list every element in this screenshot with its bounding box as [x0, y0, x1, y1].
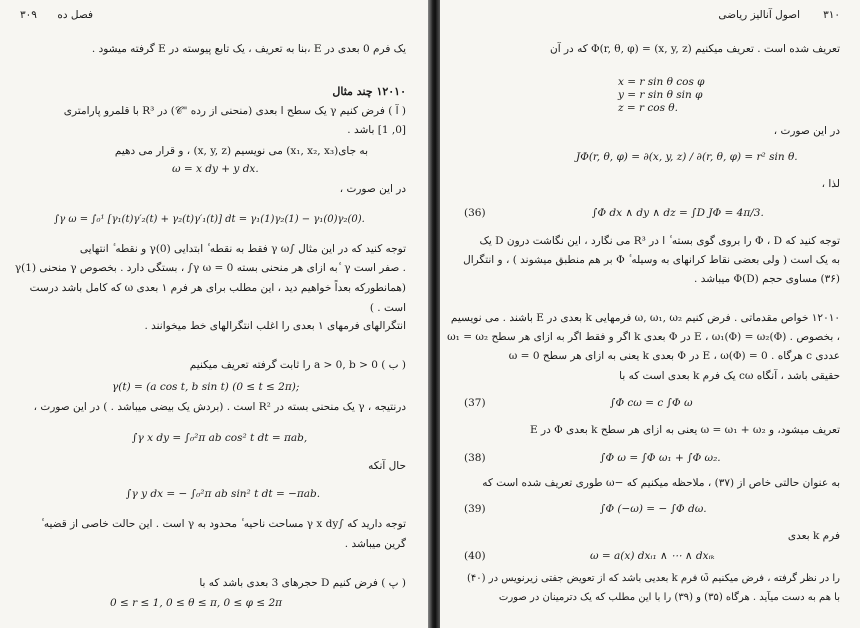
equation: ∫γ ω = ∫₀¹ [γ₁(t)γ′₂(t) + γ₂(t)γ′₁(t)] dt = γ₁(1)γ₂(1) − γ₁(0)γ₂(0).: [54, 214, 365, 225]
equation: ω = x dy + y dx.: [172, 163, 259, 175]
text-line: تعریف میشود، و ω = ω₁ + ω₂ یعنی به ازای هر سطح k بعدی Φ در E: [530, 424, 840, 436]
text-line: تعریف شده است . تعریف میکنیم Φ(r, θ, φ) = (x, y, z) که در آن: [550, 43, 840, 55]
page-number: ۳۰۹: [20, 9, 37, 21]
equation: γ(t) = (a cos t, b sin t) (0 ≤ t ≤ 2π);: [112, 381, 300, 393]
text-line: فرم k بعدی: [787, 530, 840, 542]
equation-number: (37): [464, 397, 486, 409]
equation: ∫Φ ω = ∫Φ ω₁ + ∫Φ ω₂.: [600, 452, 721, 464]
equation: 0 ≤ r ≤ 1, 0 ≤ θ ≤ π, 0 ≤ φ ≤ 2π: [110, 597, 283, 609]
equation: JΦ(r, θ, φ) = ∂(x, y, z) / ∂(r, θ, φ) = r² sin θ.: [576, 151, 798, 163]
chapter-header: فصل ده: [57, 9, 93, 21]
left-page: [0, 0, 428, 628]
text-line: ω₁ = ω₂ اگر و فقط اگر به ازای هر سطح k بعدی Φ در E ، ω₁(Φ) = ω₂(Φ) . بخصوص ،: [447, 331, 840, 343]
text-line: توجه کنید که Φ ، D را بروی گوی بسته ٔ ا در R³ می نگارد ، این نگاشت درون D یک: [479, 235, 840, 247]
section-title: ۱۲۰۱۰ خواص مقدماتی . فرض کنیم ω, ω₁, ω₂ فرمهایی k بعدی در E باشند . می نویسیم: [450, 312, 840, 324]
text-line: انتگرالهای فرمهای ۱ بعدی را اغلب انتگرالهای خط میخوانند .: [144, 320, 406, 332]
equation: y = r sin θ sin φ: [618, 89, 703, 101]
text-line: را در نظر گرفته ، فرض میکنیم ω̄ فرم k بعدیی باشد که از تعویض جفتی زیرنویس در (۴۰): [467, 573, 840, 584]
equation: ω = a(x) dxᵢ₁ ∧ ⋯ ∧ dxᵢₖ: [590, 550, 715, 562]
equation-number: (40): [464, 550, 486, 562]
text-line: [0, 1] باشد .: [347, 124, 406, 136]
text-line: حقیقی باشد ، آنگاه cω یک فرم k بعدی است که با: [619, 370, 840, 382]
text-line: حال آنکه: [368, 460, 406, 472]
text-line: (۳۶) مساوی حجم Φ(D) میباشد .: [694, 273, 840, 285]
text-line: در این صورت ،: [339, 183, 406, 195]
text-line: γ(1) منحنی γ بستگی دارد . بخصوص ، ∫γ ω = 0 به ازای هر منحنی بسته ٔ γ صفر است .: [14, 262, 406, 274]
equation: ∫Φ (−ω) = − ∫Φ dω.: [600, 503, 707, 515]
book-title-header: اصول آنالیز ریاضی: [718, 9, 800, 21]
text-line: ( آ ) فرض کنیم γ یک سطح ا بعدی (منحنی از رده "𝒞) در R³ با قلمرو پارامتری: [63, 105, 406, 117]
equation-number: (39): [464, 503, 486, 515]
equation: x = r sin θ cos φ: [618, 76, 705, 88]
text-line: یک فرم 0 بعدی در E ،بنا به تعریف ، یک تابع پیوسته در E گرفته میشود .: [91, 43, 406, 55]
section-title: ۱۲۰۱۰ چند مثال: [332, 85, 406, 98]
right-page: [440, 0, 860, 628]
equation: ∫Φ dx ∧ dy ∧ dz = ∫D JΦ = 4π/3.: [592, 207, 764, 219]
text-line: توجه دارید که ∫γ x dy مساحت ناحیه ٔ محدود به γ است . این حالت خاصی از قضیه ٔ: [40, 518, 406, 530]
equation-number: (36): [464, 207, 486, 219]
text-line: (همانطورکه بعداً خواهیم دید ، این مطلب برای هر فرم ۱ بعدی ω که کامل باشد درست: [29, 282, 406, 294]
equation: ∫γ y dx = − ∫₀²π ab sin² t dt = −πab.: [126, 488, 321, 500]
equation: ∫γ x dy = ∫₀²π ab cos² t dt = πab,: [132, 432, 308, 444]
page-number: ۳۱۰: [823, 9, 840, 21]
text-line: به عنوان حالتی خاص از (۳۷) ، ملاحظه میکنیم که −ω طوری تعریف شده است که: [482, 477, 840, 489]
text-line: در این صورت ،: [773, 125, 840, 137]
equation-number: (38): [464, 452, 486, 464]
text-line: درنتیجه ، γ یک منحنی بسته در R² است . (بردش یک بیضی میباشد . ) در این صورت ،: [33, 401, 406, 413]
text-line: است . ): [369, 302, 406, 314]
text-line: با هم به دست میآید . هرگاه (۳۵) و (۳۹) را با این مطلب که یک دترمینان در صورت: [498, 592, 840, 603]
equation: z = r cos θ.: [618, 102, 678, 114]
book-spine: [428, 0, 440, 628]
text-line: ω = 0 یعنی به ازای هر سطح k بعدی Φ در E ، ω(Φ) = 0 . هرگاه c عددی: [508, 350, 840, 362]
text-line: ( ب ) a > 0, b > 0 را ثابت گرفته تعریف میکنیم: [189, 359, 406, 371]
text-line: ( پ ) فرض کنیم D حجرهای 3 بعدی باشد که با: [199, 577, 406, 589]
text-line: به یک است ( ولی بعضی نقاط کرانهای به وسیله ٔ Φ بر هم منطبق میشوند ) ، و انتگرال: [463, 254, 840, 266]
text-line: توجه کنید که در این مثال ∫γ ω فقط به نقطه ٔ ابتدایی γ(0) و نقطه ٔ انتهایی: [79, 243, 406, 255]
text-line: گرین میباشد .: [344, 538, 406, 550]
text-line: لذا ،: [821, 178, 840, 190]
text-line: به جای(x₁, x₂, x₃) می نویسیم (x, y, z) ، و قرار می دهیم: [114, 145, 368, 157]
equation: ∫Φ cω = c ∫Φ ω: [610, 397, 693, 409]
